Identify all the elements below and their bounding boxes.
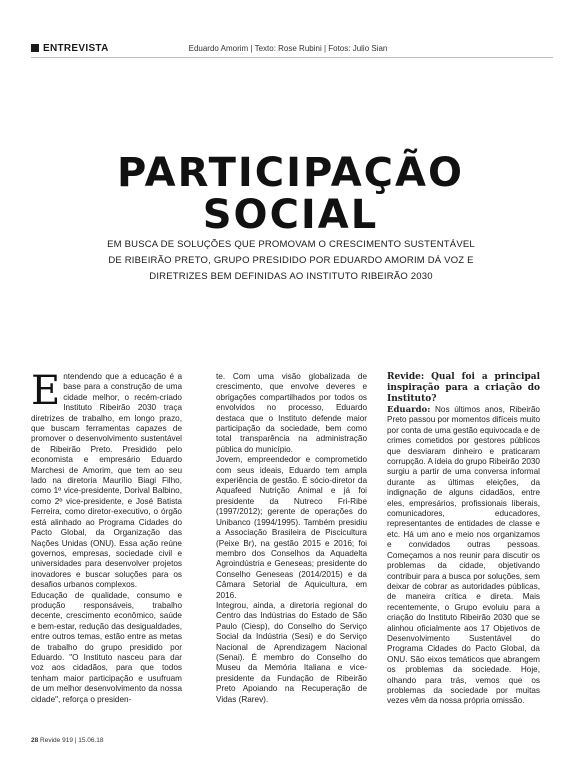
- answer-text: Nos últimos anos, Ribeirão Preto passou por momentos difíceis muito por conta de uma gestão equivocada e de crimes cometidos por gestores públicos que desviaram dinheiro e praticaram corrupção. A ideia do grupo Ribeirão 2030 surgiu a partir de uma conversa informal durante as últimas eleições, da indignação de alguns cidadãos, entre eles, empresários, profissionais liberais, comunicadores, educadores, representantes de entidades de classe e etc. Há um ano e meio nos organizamos e convidados outras pessoas. Começamos a nos reunir para discutir os problemas da cidade, objetivando contribuir para a busca por soluções, sem deixar de cobrar as autoridades públicas, de maneira crítica e direta. Mais recentemente, o Grupo evoluiu para a criação do Instituto Ribeirão 2030 que se alinhou oficialmente aos 17 Objetivos de Desenvolvimento Sustentável do Programa Cidades do Pacto Global, da ONU. São eixos temáticos que abrangem os problemas da sociedade. Hoje, olhando para trás, vemos que os problemas da sociedade por muitas vezes vêm da nossa própria omissão.: [387, 405, 540, 706]
- paragraph: [31, 368, 182, 591]
- page-footer: [31, 737, 104, 744]
- paragraph: Integrou, ainda, a diretoria regional do Centro das Indústrias do Estado de São Paulo (Ciesp), do Conselho do Serviço Social da Indústria (Sesi) e do Serviço Nacional de Aprendizagem Nacional (Senai). É membro do Conselho do Museu da Memória Italiana e vice-presidente da Fundação de Ribeirão Preto Apoiando na Recuperação de Vidas (Rarev).: [216, 600, 367, 704]
- issue-info: Revide 919 | 15.06.18: [40, 737, 104, 744]
- column-1: [31, 368, 182, 705]
- section-square-icon: [31, 44, 39, 52]
- article-title: [0, 152, 581, 236]
- header-rule: [31, 57, 553, 58]
- page-header: [31, 40, 551, 56]
- paragraph: te. Com uma visão globalizada de crescimento, que envolve deveres e obrigações compartilhados por todos os envolvidos no processo, Eduardo destaca que o Instituto defende maior participação da sociedade, bem como total transparência na administração pública do município.: [216, 372, 367, 454]
- subtitle-line-3: DIRETRIZES BEM DEFINIDAS AO INSTITUTO RIBEIRÃO 2030: [149, 271, 433, 282]
- article-credits: Eduardo Amorim | Texto: Rose Rubini | Fotos: Julio Sian: [188, 43, 388, 53]
- drop-cap: E: [31, 368, 61, 414]
- title-line-1: PARTICIPAÇÃO: [117, 150, 464, 196]
- speaker-label: Eduardo:: [387, 405, 431, 415]
- section-label: ENTREVISTA: [43, 42, 109, 54]
- subtitle-line-2: DE RIBEIRÃO PRETO, GRUPO PRESIDIDO POR EDUARDO AMORIM DÁ VOZ E: [108, 255, 474, 266]
- article-subtitle: [60, 237, 522, 285]
- column-3: [387, 372, 540, 707]
- paragraph: Jovem, empreendedor e comprometido com seus ideais, Eduardo tem ampla experiência de gestão. É sócio-diretor da Aquafeed Nutrição Animal e já foi presidente da Nutreco Fri-Ribe (1997/2012); gerente de operações do Unibanco (1994/1995). Também presidiu a Associação Brasileira de Piscicultura (Peixe Br), na gestão 2015 e 2016; foi membro dos Conselhos da Aquadelta Agroindústria e Geneseas; presidente do Conselho Geneseas (2014/2015) e da Câmara Setorial de Aquicultura, em 2016.: [216, 455, 367, 600]
- interview-answer: [387, 405, 540, 707]
- page-number: 28: [31, 737, 39, 744]
- paragraph-text: ntendendo que a educação é a base para a construção de uma cidade melhor, o recém-criado Instituto Ribeirão 2030 traça diretrizes de trabalho, em longo prazo, que buscam ferramentas capazes de promover o desenvolvimento sustentável de Ribeirão Preto. Presidido pelo economista e empresário Eduardo Marchesi de Amorim, que tem ao seu lado na diretoria Maurílio Biagi Filho, como 1º vice-presidente, Dorival Balbino, como 2º vice-presidente, e José Batista Ferreira, como diretor-executivo, o órgão está alinhado ao Programa Cidades do Pacto Global, da Organização das Nações Unidas (ONU). Essa ação reúne governos, empresas, sociedade civil e universidades para desenvolver projetos inovadores e buscar soluções para os desafios urbanos complexos.: [31, 372, 182, 590]
- interview-question: Revide: Qual foi a principal inspiração para a criação do Instituto?: [387, 372, 540, 404]
- title-line-2: SOCIAL: [202, 192, 379, 238]
- column-2: [216, 372, 367, 705]
- paragraph: Educação de qualidade, consumo e produção responsáveis, trabalho decente, crescimento econômico, saúde e bem-estar, redução das desigualdades, entre outros temas, estão entre as metas de trabalho do grupo presidido por Eduardo. "O Instituto nasceu para dar voz aos cidadãos, para que todos tenham maior participação e usufruam de um melhor desenvolvimento da nossa cidade", reforça o presiden-: [31, 590, 182, 704]
- subtitle-line-1: EM BUSCA DE SOLUÇÕES QUE PROMOVAM O CRESCIMENTO SUSTENTÁVEL: [107, 239, 475, 250]
